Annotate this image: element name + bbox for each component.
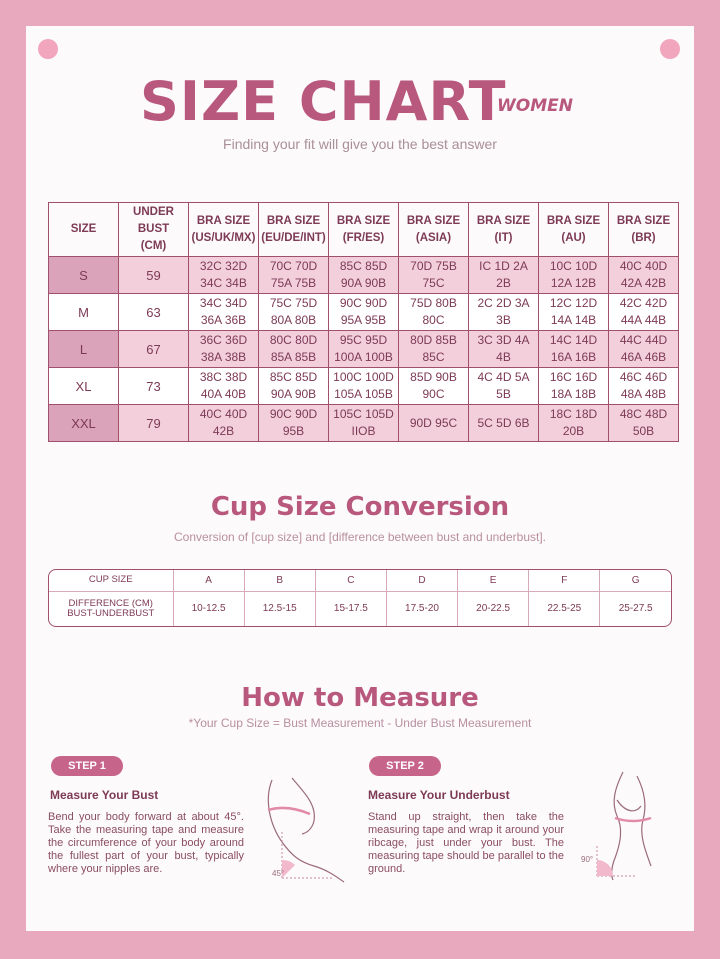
size-label-cell: XL (49, 368, 119, 405)
difference-cell: 15-17.5 (315, 591, 386, 626)
cup-letter-cell: G (600, 570, 671, 591)
size-table-row (49, 294, 679, 331)
cup-section-subtitle: Conversion of [cup size] and [difference between bust and underbust]. (173, 530, 547, 544)
size-table-cell: 10C 10D 12A 12B (539, 257, 609, 294)
difference-row (49, 591, 671, 626)
bust-measure-figure (252, 770, 352, 885)
cup-letter-cell: C (315, 570, 386, 591)
difference-label: DIFFERENCE (CM) BUST-UNDERBUST (49, 591, 173, 626)
measure-section-subtitle: *Your Cup Size = Bust Measurement - Under Bust Measurement (188, 716, 532, 730)
size-table-cell: 4C 4D 5A 5B (469, 368, 539, 405)
size-table-header-cell: BRA SIZE (BR) (609, 203, 679, 257)
size-table-cell: 2C 2D 3A 3B (469, 294, 539, 331)
size-label-cell: L (49, 331, 119, 368)
step2-body: Stand up straight, then take the measuring tape and wrap it around your ribcage, just under your bust. The measuring tape should be parallel to the ground. (368, 811, 564, 875)
cup-letter-cell: F (529, 570, 600, 591)
cup-letter-cell: B (244, 570, 315, 591)
difference-cell: 12.5-15 (244, 591, 315, 626)
size-table-cell: 46C 46D 48A 48B (609, 368, 679, 405)
size-table-header-cell: BRA SIZE (IT) (469, 203, 539, 257)
page-title: SIZE CHART (140, 70, 507, 133)
size-table-cell: 73 (119, 368, 189, 405)
size-label-cell: XXL (49, 405, 119, 442)
step1-angle-label: 45° (272, 869, 285, 878)
size-table-cell: 32C 32D 34C 34B (189, 257, 259, 294)
cup-size-row (49, 570, 671, 591)
difference-cell: 20-22.5 (458, 591, 529, 626)
step1-body: Bend your body forward at about 45°. Take the measuring tape and measure the circumference of your body around the fullest part of your bust, typically where your nipples are. (48, 811, 244, 875)
size-table-row (49, 257, 679, 294)
size-table-row (49, 405, 679, 442)
size-table-cell: 63 (119, 294, 189, 331)
size-table-header-cell: BRA SIZE (EU/DE/INT) (259, 203, 329, 257)
title-tag: WOMEN (497, 96, 573, 116)
size-table-header-cell: BRA SIZE (ASIA) (399, 203, 469, 257)
cup-letter-cell: D (386, 570, 457, 591)
size-table-cell: 5C 5D 6B (469, 405, 539, 442)
pin-dot-right (660, 39, 680, 59)
step1-pill: STEP 1 (51, 756, 123, 776)
size-table-header-cell: BRA SIZE (FR/ES) (329, 203, 399, 257)
size-table-cell: 67 (119, 331, 189, 368)
size-label-cell: M (49, 294, 119, 331)
size-table-cell: IC 1D 2A 2B (469, 257, 539, 294)
difference-cell: 10-12.5 (173, 591, 244, 626)
size-table-cell: 90D 95C (399, 405, 469, 442)
size-table-cell: 14C 14D 16A 16B (539, 331, 609, 368)
size-table-cell: 70C 70D 75A 75B (259, 257, 329, 294)
size-table-header-cell: UNDER BUST (CM) (119, 203, 189, 257)
size-table-cell: 90C 90D 95B (259, 405, 329, 442)
size-table-cell: 42C 42D 44A 44B (609, 294, 679, 331)
size-table-cell: 59 (119, 257, 189, 294)
cup-table (48, 569, 672, 627)
size-table-cell: 95C 95D 100A 100B (329, 331, 399, 368)
size-table-cell: 85C 85D 90A 90B (259, 368, 329, 405)
size-table-cell: 75D 80B 80C (399, 294, 469, 331)
size-table-cell: 44C 44D 46A 46B (609, 331, 679, 368)
cup-size-label: CUP SIZE (49, 570, 173, 591)
cup-letter-cell: A (173, 570, 244, 591)
size-table-cell: 80C 80D 85A 85B (259, 331, 329, 368)
size-table-cell: 75C 75D 80A 80B (259, 294, 329, 331)
size-table-cell: 79 (119, 405, 189, 442)
size-table-cell: 36C 36D 38A 38B (189, 331, 259, 368)
size-table-cell: 105C 105D IIOB (329, 405, 399, 442)
underbust-measure-figure (575, 766, 675, 881)
size-table-cell: 16C 16D 18A 18B (539, 368, 609, 405)
size-table-cell: 80D 85B 85C (399, 331, 469, 368)
step2-pill: STEP 2 (369, 756, 441, 776)
size-table-cell: 85C 85D 90A 90B (329, 257, 399, 294)
pin-dot-left (38, 39, 58, 59)
size-table-cell: 3C 3D 4A 4B (469, 331, 539, 368)
size-table-cell: 70D 75B 75C (399, 257, 469, 294)
cup-letter-cell: E (458, 570, 529, 591)
size-table-cell: 100C 100D 105A 105B (329, 368, 399, 405)
difference-cell: 17.5-20 (386, 591, 457, 626)
size-table-cell: 40C 40D 42A 42B (609, 257, 679, 294)
size-table-cell: 85D 90B 90C (399, 368, 469, 405)
size-table-header-cell: SIZE (49, 203, 119, 257)
size-table-row (49, 331, 679, 368)
size-table (48, 202, 679, 442)
size-label-cell: S (49, 257, 119, 294)
size-table-cell: 38C 38D 40A 40B (189, 368, 259, 405)
size-table-cell: 40C 40D 42B (189, 405, 259, 442)
step1-heading: Measure Your Bust (50, 788, 159, 802)
measure-section-title: How to Measure (241, 683, 479, 713)
size-table-header-cell: BRA SIZE (AU) (539, 203, 609, 257)
difference-cell: 22.5-25 (529, 591, 600, 626)
difference-cell: 25-27.5 (618, 603, 653, 615)
size-table-cell: 48C 48D 50B (609, 405, 679, 442)
cup-section-title: Cup Size Conversion (210, 492, 510, 522)
page-subtitle: Finding your fit will give you the best answer (223, 136, 497, 152)
step2-angle-label: 90° (581, 855, 594, 864)
size-table-cell: 90C 90D 95A 95B (329, 294, 399, 331)
size-table-header (49, 203, 679, 257)
size-table-cell: 12C 12D 14A 14B (539, 294, 609, 331)
size-table-cell: 34C 34D 36A 36B (189, 294, 259, 331)
size-table-header-cell: BRA SIZE (US/UK/MX) (189, 203, 259, 257)
size-table-cell: 18C 18D 20B (539, 405, 609, 442)
step2-heading: Measure Your Underbust (368, 788, 510, 802)
size-table-row (49, 368, 679, 405)
